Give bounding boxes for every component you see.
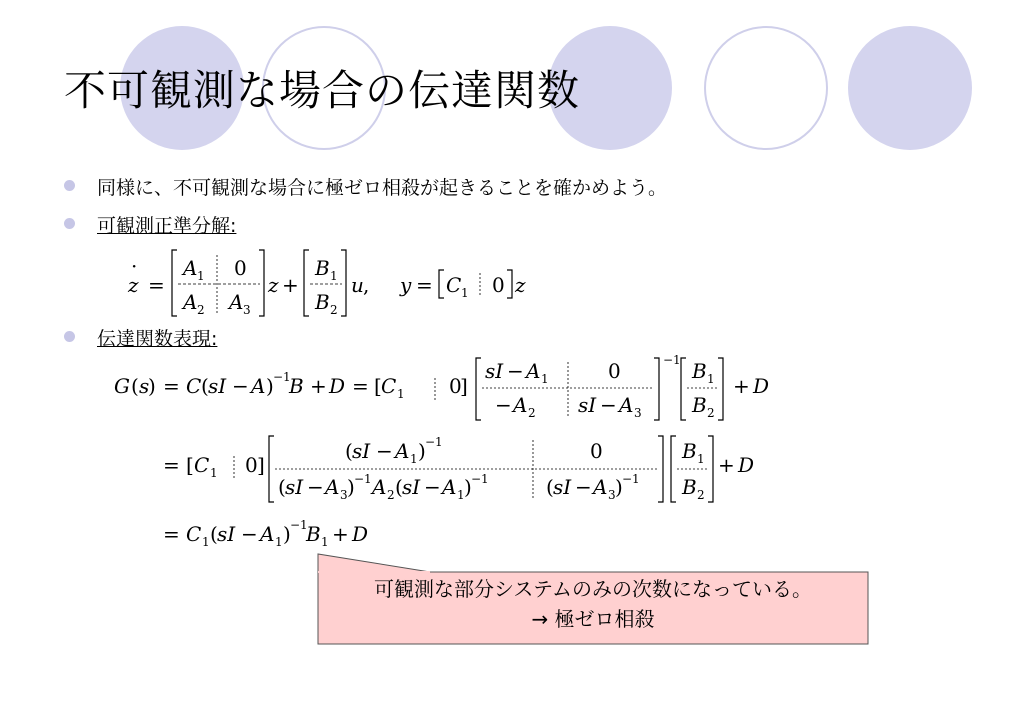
svg-text:z: z [515,273,526,297]
svg-text:]: ] [257,453,265,477]
svg-text:−1: −1 [622,472,640,486]
svg-text:1: 1 [457,488,465,502]
svg-text:1: 1 [541,372,549,386]
svg-text:1: 1 [202,535,210,549]
svg-text:z: z [268,273,279,297]
svg-text:0: 0 [245,453,258,477]
svg-text:2: 2 [707,406,715,420]
bullet-text-1: 同様に、不可観測な場合に極ゼロ相殺が起きることを確かめよう。 [97,177,668,199]
svg-text:A: A [372,475,387,499]
svg-text:A: A [442,475,457,499]
svg-text:A: A [395,439,410,463]
svg-text:0: 0 [449,374,462,398]
svg-text:u: u [351,273,364,297]
svg-text:1: 1 [197,269,205,283]
transfer-function-line-3 [163,518,368,549]
callout-line-1: 可観測な部分システムのみの次数になっている。 [374,577,812,601]
svg-text:]: ] [460,374,468,398]
slide-title: 不可観測な場合の伝達関数 [64,66,581,115]
svg-text:1: 1 [707,372,715,386]
svg-text:C: C [186,374,202,398]
svg-text:−: − [495,393,512,417]
svg-text:sI: sI [402,475,421,499]
svg-text:B: B [692,359,707,383]
svg-text:=: = [352,374,369,398]
svg-text:3: 3 [634,406,642,420]
svg-text:2: 2 [330,303,338,317]
svg-text:B: B [682,439,697,463]
svg-text:−: − [424,475,441,499]
svg-text:1: 1 [210,466,218,480]
svg-text:−: − [307,475,324,499]
svg-text:D: D [329,374,346,398]
svg-text:sI: sI [485,359,504,383]
svg-text:2: 2 [197,303,205,317]
svg-text:): ) [283,522,291,546]
svg-text:1: 1 [461,286,469,300]
svg-text:G: G [114,374,130,398]
svg-text:C: C [446,273,462,297]
svg-text:D: D [738,453,755,477]
svg-text:1: 1 [697,452,705,466]
svg-text:−: − [575,475,592,499]
svg-text:B: B [306,522,321,546]
svg-text:−1: −1 [273,370,291,384]
bullet-text-2: 可観測正準分解: [97,215,237,237]
svg-text:A: A [183,256,198,280]
svg-text:3: 3 [243,303,251,317]
svg-text:−: − [600,393,617,417]
svg-text:+: + [332,522,349,546]
svg-text:B: B [315,256,330,280]
svg-text:(: ( [546,475,554,499]
svg-text:(: ( [345,439,353,463]
svg-text:sI: sI [285,475,304,499]
svg-text:=: = [163,374,180,398]
svg-text:sI: sI [217,522,236,546]
svg-text:B: B [315,290,330,314]
svg-text:B: B [692,393,707,417]
svg-text:2: 2 [528,406,536,420]
svg-text:3: 3 [340,488,348,502]
svg-text:z: z [128,273,139,297]
svg-text:sI: sI [553,475,572,499]
bullet-text-3: 伝達関数表現: [97,328,218,350]
svg-text:): ) [418,439,426,463]
svg-text:): ) [464,475,472,499]
svg-text:C: C [194,453,210,477]
svg-text:=: = [163,453,180,477]
svg-text:A: A [513,393,528,417]
svg-text:B: B [289,374,304,398]
svg-text:,: , [363,273,370,297]
svg-text:2: 2 [387,488,395,502]
svg-text:−: − [376,439,393,463]
svg-text:1: 1 [275,535,283,549]
svg-text:[: [ [186,453,194,477]
svg-text:0: 0 [590,439,603,463]
svg-text:1: 1 [321,535,329,549]
svg-text:=: = [163,522,180,546]
svg-text:=: = [416,273,433,297]
callout-line-2: → 極ゼロ相殺 [531,607,655,631]
svg-text:C: C [186,522,202,546]
svg-text:A: A [593,475,608,499]
svg-text:−1: −1 [471,472,489,486]
transfer-function-line-1 [114,353,769,420]
svg-text:2: 2 [697,488,705,502]
svg-text:−1: −1 [663,353,681,367]
svg-text:(: ( [210,522,218,546]
svg-text:−: − [232,374,249,398]
svg-text:A: A [229,290,244,314]
svg-text:(: ( [131,374,139,398]
transfer-function-line-2 [163,435,754,502]
svg-text:sI: sI [352,439,371,463]
svg-text:C: C [381,374,397,398]
svg-text:): ) [615,475,623,499]
svg-text:1: 1 [330,269,338,283]
svg-text:−1: −1 [290,518,308,532]
svg-text:sI: sI [208,374,227,398]
svg-text:A: A [183,290,198,314]
svg-text:): ) [266,374,274,398]
svg-text:A: A [251,374,266,398]
svg-text:A: A [619,393,634,417]
svg-text:(: ( [395,475,403,499]
svg-text:A: A [325,475,340,499]
svg-text:(: ( [278,475,286,499]
svg-text:A: A [260,522,275,546]
svg-text:·: · [131,254,138,278]
svg-text:1: 1 [397,387,405,401]
svg-text:0: 0 [234,256,247,280]
svg-text:y: y [400,273,412,297]
svg-text:D: D [352,522,369,546]
svg-text:s: s [139,374,150,398]
svg-text:A: A [526,359,541,383]
svg-text:−: − [241,522,258,546]
svg-text:+: + [733,374,750,398]
svg-text:−1: −1 [425,435,443,449]
svg-text:(: ( [201,374,209,398]
svg-text:−: − [507,359,524,383]
svg-text:−1: −1 [354,472,372,486]
svg-text:): ) [148,374,156,398]
svg-text:B: B [682,475,697,499]
svg-text:0: 0 [492,273,505,297]
svg-text:+: + [282,273,299,297]
svg-text:): ) [347,475,355,499]
svg-text:1: 1 [410,452,418,466]
svg-text:3: 3 [608,488,616,502]
svg-text:+: + [310,374,327,398]
svg-text:+: + [718,453,735,477]
svg-text:[: [ [374,374,382,398]
svg-text:sI: sI [578,393,597,417]
svg-text:0: 0 [608,359,621,383]
svg-text:D: D [753,374,770,398]
observable-decomposition-equation [127,250,526,317]
svg-text:=: = [148,273,165,297]
